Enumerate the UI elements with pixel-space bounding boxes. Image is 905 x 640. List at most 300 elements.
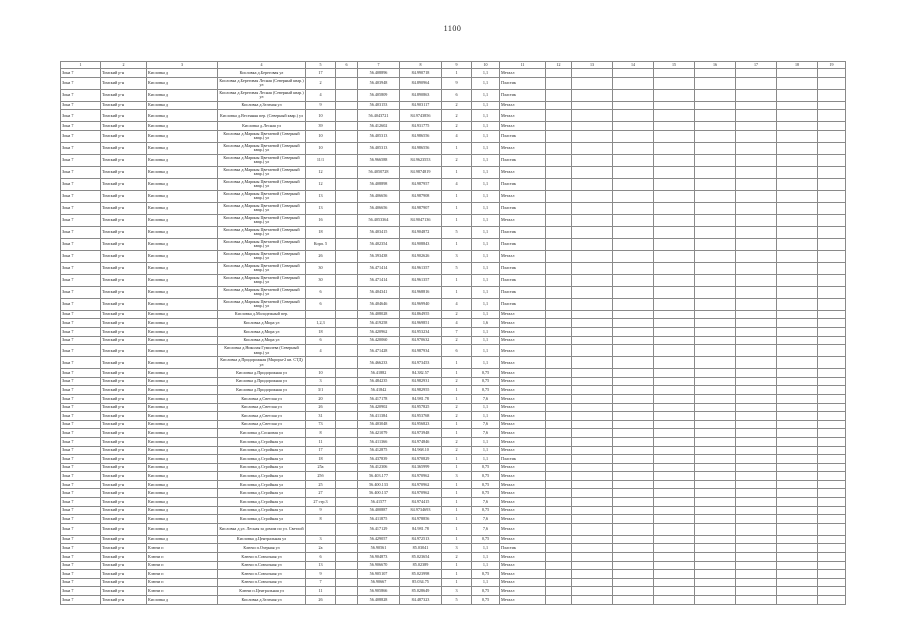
table-cell: 56.905107	[358, 570, 400, 579]
table-cell: 4	[306, 89, 336, 101]
table-cell: Металл	[500, 463, 546, 472]
table-cell: 56.471428	[358, 345, 400, 357]
table-cell	[336, 446, 358, 455]
table-cell: 56.408828	[358, 596, 400, 605]
table-cell	[613, 446, 654, 455]
table-row	[61, 101, 846, 110]
table-cell	[695, 394, 736, 403]
table-cell: 84.902626	[400, 250, 442, 262]
table-cell: Кисловка д	[147, 262, 218, 274]
table-cell	[613, 455, 654, 464]
table-cell: 56.419258	[358, 319, 400, 328]
table-cell	[736, 455, 777, 464]
page-number: 1100	[443, 24, 462, 33]
table-cell	[777, 377, 818, 386]
table-cell: 84.968816	[400, 286, 442, 298]
table-cell	[695, 403, 736, 412]
table-cell: 25а	[306, 463, 336, 472]
table-cell	[736, 394, 777, 403]
table-cell	[777, 274, 818, 286]
table-cell	[613, 489, 654, 498]
table-cell: 84.987934	[400, 345, 442, 357]
table-cell	[695, 262, 736, 274]
table-cell: 6	[442, 345, 472, 357]
table-cell	[695, 286, 736, 298]
table-cell: Кисловка д	[147, 480, 218, 489]
table-cell: Томский р-н	[101, 463, 147, 472]
table-cell: 85.023654	[400, 553, 442, 562]
table-cell	[777, 178, 818, 190]
table-cell	[818, 544, 846, 553]
table-row	[61, 446, 846, 455]
table-cell: 1	[442, 455, 472, 464]
table-cell	[336, 190, 358, 202]
table-cell: 1	[442, 489, 472, 498]
table-cell	[818, 472, 846, 481]
table-cell: 1,1	[472, 327, 500, 336]
table-cell	[695, 420, 736, 429]
table-cell: Зона 7	[61, 319, 101, 328]
table-cell	[613, 578, 654, 587]
table-cell: 1,1	[472, 437, 500, 446]
table-cell: Ключи п	[147, 578, 218, 587]
table-cell: Зона 7	[61, 154, 101, 166]
table-cell: 84.970962	[400, 480, 442, 489]
table-cell	[736, 274, 777, 286]
table-cell: 84.987908	[400, 190, 442, 202]
table-cell	[777, 110, 818, 122]
table-cell: 84.9734693	[400, 506, 442, 515]
table-cell: 11	[306, 587, 336, 596]
table-cell	[736, 226, 777, 238]
table-cell: Зона 7	[61, 429, 101, 438]
table-cell	[695, 544, 736, 553]
table-cell: 26	[306, 403, 336, 412]
table-cell: Кисловка д.Марины Цветаевой (Северный квар.) ул	[218, 274, 306, 286]
table-cell: Зона 7	[61, 310, 101, 319]
table-cell	[546, 319, 572, 328]
table-cell: Пластик	[500, 455, 546, 464]
table-cell: Кисловка д.Стройная ул	[218, 455, 306, 464]
table-cell: 1,1	[472, 122, 500, 131]
table-cell: Кисловка д	[147, 515, 218, 524]
table-cell: Металл	[500, 412, 546, 421]
table-row	[61, 298, 846, 310]
table-cell: 13	[306, 561, 336, 570]
table-cell: Ключи п.Совхозная ул	[218, 561, 306, 570]
table-cell: 56.408898	[358, 178, 400, 190]
table-cell	[336, 101, 358, 110]
table-cell	[777, 226, 818, 238]
table-cell	[546, 101, 572, 110]
table-cell: 18	[306, 455, 336, 464]
table-cell	[336, 357, 358, 369]
table-cell	[613, 345, 654, 357]
table-cell: Кисловка д.Марины Цветаевой (Северный квар.) ул	[218, 154, 306, 166]
table-cell: Пластик	[500, 178, 546, 190]
table-cell: Зона 7	[61, 274, 101, 286]
table-cell	[777, 489, 818, 498]
table-cell: 84.970962	[400, 472, 442, 481]
table-cell	[818, 535, 846, 544]
table-cell	[695, 523, 736, 535]
table-cell	[818, 130, 846, 142]
table-cell	[572, 515, 613, 524]
table-cell: Пластик	[500, 544, 546, 553]
table-cell	[613, 544, 654, 553]
table-cell: 56.905866	[358, 587, 400, 596]
table-cell: Зона 7	[61, 596, 101, 605]
table-cell	[736, 489, 777, 498]
table-cell: 56.421079	[358, 429, 400, 438]
table-cell	[654, 596, 695, 605]
table-cell: Металл	[500, 515, 546, 524]
table-cell	[336, 377, 358, 386]
table-cell: 1,1	[472, 190, 500, 202]
table-cell	[695, 480, 736, 489]
table-cell: 56.403153	[358, 101, 400, 110]
table-cell	[818, 214, 846, 226]
table-cell: 3	[442, 472, 472, 481]
table-cell: Кисловка д.Придорожная (Мкрорн-2 кв. СТД) ул	[218, 357, 306, 369]
table-cell: 1	[442, 420, 472, 429]
table-cell	[572, 596, 613, 605]
column-number: 19	[818, 62, 846, 69]
table-cell	[654, 587, 695, 596]
table-cell	[777, 262, 818, 274]
table-cell	[572, 166, 613, 178]
table-row	[61, 515, 846, 524]
table-row	[61, 262, 846, 274]
table-cell	[695, 319, 736, 328]
table-cell	[654, 154, 695, 166]
table-cell: Пластик	[500, 274, 546, 286]
table-cell: Кисловка д.Светлая ул	[218, 403, 306, 412]
data-table	[60, 61, 846, 605]
table-cell	[613, 214, 654, 226]
table-cell	[695, 561, 736, 570]
table-cell	[818, 336, 846, 345]
table-cell: 1	[442, 286, 472, 298]
table-cell: Томский р-н	[101, 69, 147, 78]
table-cell	[736, 101, 777, 110]
table-cell	[613, 190, 654, 202]
table-cell: 56.4050728	[358, 166, 400, 178]
table-cell: Кисловка д.Марины Цветаевой (Северный квар.) ул	[218, 286, 306, 298]
table-cell: Металл	[500, 472, 546, 481]
table-cell	[572, 69, 613, 78]
table-cell: 84.972513	[400, 535, 442, 544]
table-cell: 1,1	[472, 336, 500, 345]
table-row	[61, 214, 846, 226]
table-cell	[613, 535, 654, 544]
table-cell: Кисловка д	[147, 89, 218, 101]
table-cell: 1	[442, 166, 472, 178]
table-cell	[613, 286, 654, 298]
table-cell: Металл	[500, 570, 546, 579]
table-cell: Кисловка д.Марины Цветаевой (Северный квар.) ул	[218, 190, 306, 202]
table-cell: 2	[442, 122, 472, 131]
table-cell: Металл	[500, 578, 546, 587]
table-cell: Томский р-н	[101, 178, 147, 190]
table-cell	[613, 154, 654, 166]
table-cell: 56.404341	[358, 286, 400, 298]
table-cell: Зона 7	[61, 327, 101, 336]
table-cell	[572, 202, 613, 214]
table-cell	[695, 142, 736, 154]
table-cell: 13	[306, 202, 336, 214]
table-row	[61, 535, 846, 544]
table-cell	[736, 420, 777, 429]
table-cell: 1,1	[472, 286, 500, 298]
table-row	[61, 429, 846, 438]
table-cell	[572, 429, 613, 438]
table-cell	[654, 166, 695, 178]
table-cell: Томский р-н	[101, 226, 147, 238]
table-cell	[736, 535, 777, 544]
table-cell	[654, 412, 695, 421]
table-cell	[777, 515, 818, 524]
table-cell	[695, 386, 736, 395]
table-cell: 3	[442, 587, 472, 596]
table-cell: 84.978856	[400, 515, 442, 524]
table-cell: 1	[442, 429, 472, 438]
table-cell	[777, 250, 818, 262]
table-cell: Томский р-н	[101, 455, 147, 464]
table-cell: Кисловка д	[147, 357, 218, 369]
table-cell: Томский р-н	[101, 336, 147, 345]
table-cell	[654, 498, 695, 507]
table-cell	[818, 506, 846, 515]
table-row	[61, 319, 846, 328]
table-cell: 27 стр.3	[306, 498, 336, 507]
column-number: 6	[336, 62, 358, 69]
table-row	[61, 412, 846, 421]
table-cell: 25	[306, 480, 336, 489]
table-cell	[736, 110, 777, 122]
table-cell	[572, 437, 613, 446]
table-row	[61, 544, 846, 553]
table-cell: 8	[306, 515, 336, 524]
table-cell: 84.961357	[400, 274, 442, 286]
table-cell: Томский р-н	[101, 498, 147, 507]
table-cell: 2	[442, 437, 472, 446]
table-cell: 84.970962	[400, 489, 442, 498]
table-row	[61, 420, 846, 429]
table-cell	[654, 110, 695, 122]
table-cell: Зона 7	[61, 403, 101, 412]
table-cell: Кисловка д	[147, 472, 218, 481]
column-number: 10	[472, 62, 500, 69]
table-cell	[654, 122, 695, 131]
table-cell: 2а	[306, 544, 336, 553]
table-cell	[818, 489, 846, 498]
table-cell: 5	[442, 596, 472, 605]
table-cell	[546, 403, 572, 412]
table-cell	[695, 154, 736, 166]
table-cell: 4	[442, 298, 472, 310]
table-cell: 1,1	[472, 77, 500, 89]
table-cell: 56.406656	[358, 190, 400, 202]
table-cell: Кисловка д.Лесная ул	[218, 122, 306, 131]
table-cell	[336, 553, 358, 562]
table-cell: 1,1	[472, 262, 500, 274]
table-cell: 7,6	[472, 523, 500, 535]
table-cell	[546, 69, 572, 78]
table-cell	[695, 570, 736, 579]
table-cell	[336, 561, 358, 570]
table-cell: Кисловка д	[147, 377, 218, 386]
table-cell	[654, 544, 695, 553]
table-cell: Томский р-н	[101, 570, 147, 579]
table-cell	[818, 369, 846, 378]
table-cell: Кисловка д.Марины Цветаевой (Северный квар.) ул	[218, 142, 306, 154]
table-cell	[306, 310, 336, 319]
table-cell	[777, 455, 818, 464]
table-cell: Кисловка д	[147, 286, 218, 298]
table-cell: 1,1	[472, 446, 500, 455]
table-cell: Кисловка д.Марины Цветаевой (Северный квар.) ул	[218, 130, 306, 142]
table-cell	[736, 262, 777, 274]
table-cell: Кисловка д	[147, 238, 218, 250]
table-cell	[695, 89, 736, 101]
table-row	[61, 437, 846, 446]
table-cell	[336, 298, 358, 310]
table-cell: 1,1	[472, 178, 500, 190]
table-cell: Кисловка д.Береговая Лесная (Северный квар.) ул	[219, 77, 304, 88]
table-cell: Металл	[500, 437, 546, 446]
table-cell: Томский р-н	[101, 110, 147, 122]
table-cell	[572, 298, 613, 310]
table-cell: Кисловка д.Стройная ул	[218, 437, 306, 446]
table-cell	[654, 327, 695, 336]
table-cell	[546, 286, 572, 298]
table-cell	[818, 89, 846, 101]
table-cell	[695, 274, 736, 286]
table-row	[61, 238, 846, 250]
table-cell: 2	[442, 403, 472, 412]
table-cell: Томский р-н	[101, 77, 147, 89]
table-cell: Кисловка д.Мира ул	[218, 319, 306, 328]
table-cell: Кисловка д.Марины Цветаевой (Северный квар.) ул	[218, 178, 306, 190]
table-cell	[336, 437, 358, 446]
table-cell: Пластик	[500, 77, 546, 89]
table-cell: Зона 7	[61, 101, 101, 110]
table-cell	[654, 480, 695, 489]
table-cell: Металл	[500, 394, 546, 403]
table-cell	[654, 369, 695, 378]
table-cell: 84.974415	[400, 498, 442, 507]
table-cell	[695, 463, 736, 472]
table-cell	[336, 319, 358, 328]
table-cell: Кисловка д.Придорожная ул	[218, 369, 306, 378]
table-cell: Кисловка д	[147, 122, 218, 131]
table-cell: 1,1	[472, 69, 500, 78]
table-cell	[818, 274, 846, 286]
table-row	[61, 77, 846, 89]
table-cell: 1,1	[472, 250, 500, 262]
table-cell	[572, 77, 613, 89]
table-cell: 84.974846	[400, 437, 442, 446]
table-cell	[818, 110, 846, 122]
table-cell	[736, 412, 777, 421]
table-cell	[818, 77, 846, 89]
table-cell	[572, 336, 613, 345]
table-cell: Кисловка д	[147, 336, 218, 345]
table-cell: Кисловка д.Весенняя пер. (Северный квар.) ул	[218, 110, 306, 122]
table-cell: Металл	[500, 587, 546, 596]
table-cell: Металл	[500, 553, 546, 562]
table-cell: 18	[306, 327, 336, 336]
table-cell	[546, 480, 572, 489]
table-cell: 56.429057	[358, 535, 400, 544]
table-cell: Томский р-н	[101, 446, 147, 455]
table-cell	[818, 403, 846, 412]
table-cell	[572, 377, 613, 386]
table-cell: Пластик	[500, 262, 546, 274]
table-cell: Томский р-н	[101, 238, 147, 250]
table-cell	[777, 506, 818, 515]
table-cell: Пластик	[500, 130, 546, 142]
table-cell: 56.406656	[358, 202, 400, 214]
table-cell: Зона 7	[61, 446, 101, 455]
table-cell: 84.908843	[400, 238, 442, 250]
table-cell	[777, 463, 818, 472]
table-cell	[818, 357, 846, 369]
table-cell: Пластик	[500, 238, 546, 250]
table-cell	[736, 515, 777, 524]
table-cell: 7,6	[472, 429, 500, 438]
table-cell	[777, 166, 818, 178]
table-cell	[572, 130, 613, 142]
table-cell: Зона 7	[61, 535, 101, 544]
table-cell: 2	[442, 377, 472, 386]
table-cell	[654, 336, 695, 345]
table-cell: 0,75	[472, 463, 500, 472]
table-cell	[695, 596, 736, 605]
table-cell: Томский р-н	[101, 214, 147, 226]
table-cell: Кисловка д.Светлая ул	[218, 420, 306, 429]
table-cell	[336, 336, 358, 345]
table-cell	[695, 130, 736, 142]
table-cell: Кисловка д.Светлая ул	[218, 412, 306, 421]
table-cell	[818, 515, 846, 524]
table-cell	[777, 327, 818, 336]
table-cell: Томский р-н	[101, 394, 147, 403]
table-cell	[572, 142, 613, 154]
table-cell	[777, 101, 818, 110]
table-cell: 84.956823	[400, 420, 442, 429]
table-cell	[572, 262, 613, 274]
table-cell: 1,1	[472, 130, 500, 142]
table-cell	[818, 190, 846, 202]
table-cell: Томский р-н	[101, 587, 147, 596]
column-number: 9	[442, 62, 472, 69]
table-cell	[613, 130, 654, 142]
table-cell: 56.90561	[358, 544, 400, 553]
table-cell: 9	[306, 506, 336, 515]
table-cell	[654, 386, 695, 395]
table-cell	[695, 535, 736, 544]
table-cell	[613, 178, 654, 190]
table-cell	[654, 523, 695, 535]
table-cell: Металл	[500, 489, 546, 498]
table-cell: 2	[442, 154, 472, 166]
table-cell	[818, 429, 846, 438]
table-cell	[695, 336, 736, 345]
table-row	[61, 190, 846, 202]
table-cell: 1	[442, 357, 472, 369]
